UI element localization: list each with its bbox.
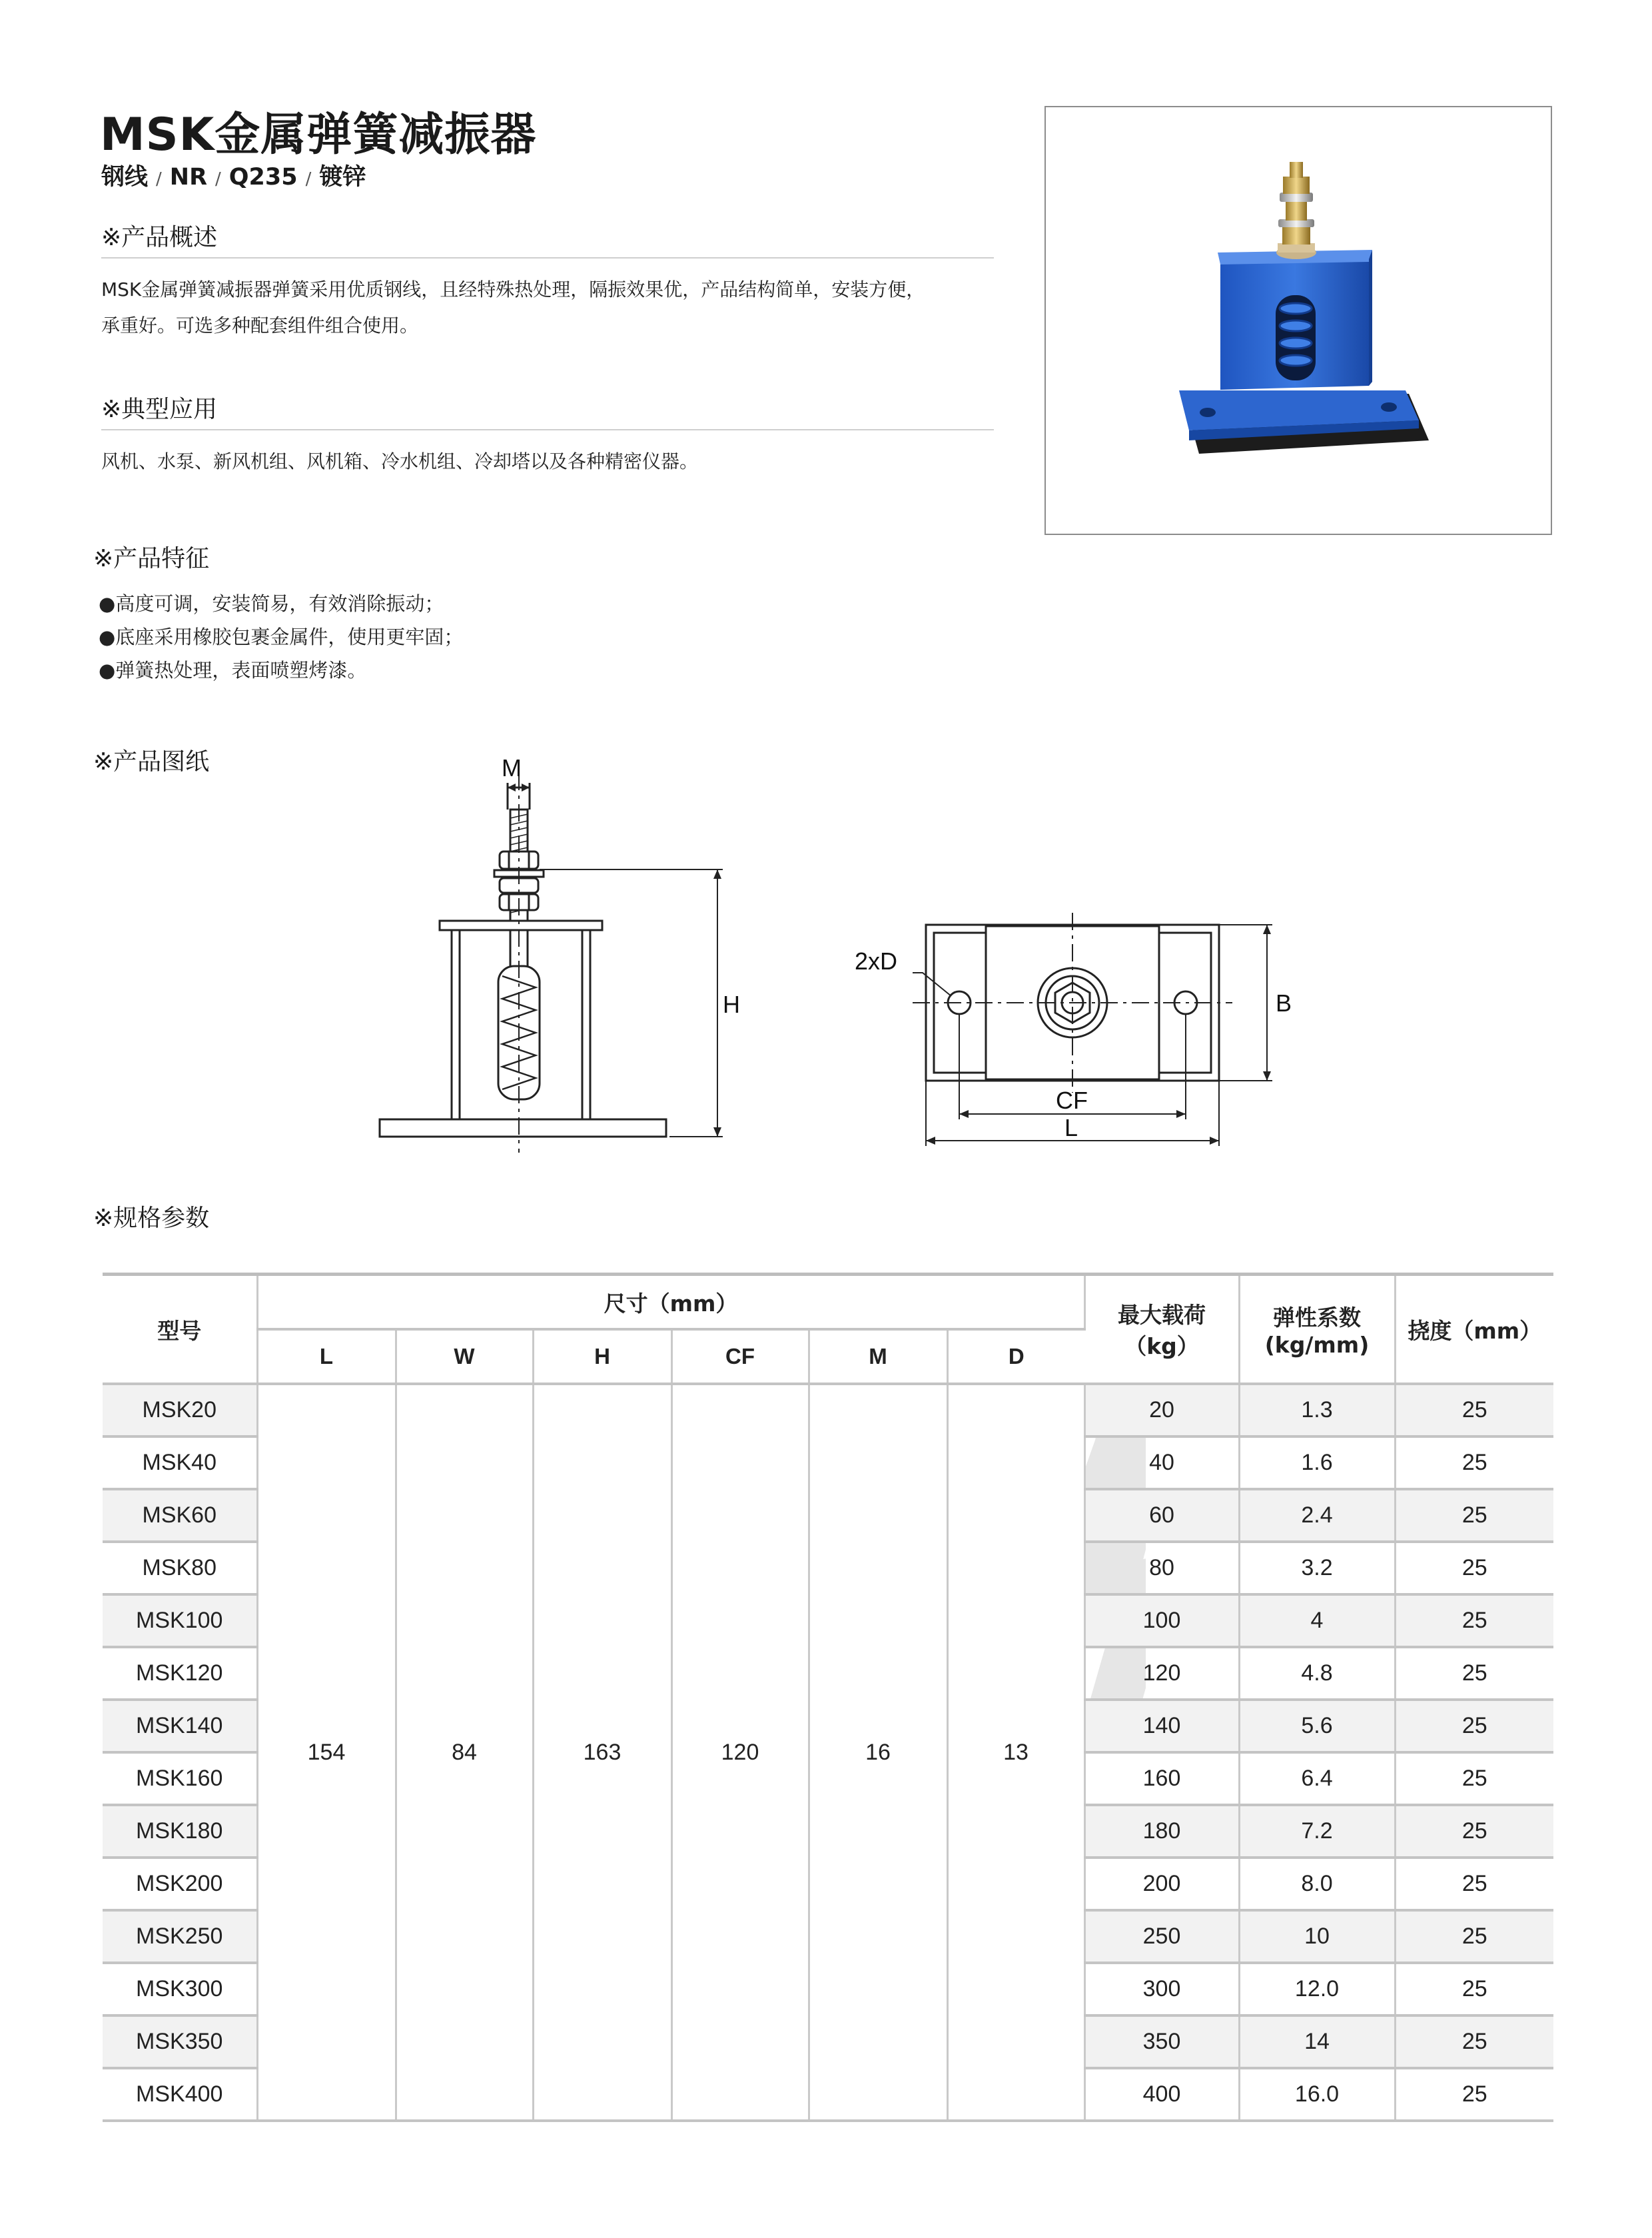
drawing-heading: ※产品图纸 (93, 748, 210, 776)
cell-max-load: 300 (1084, 1963, 1239, 2015)
header-dim-h: H (533, 1329, 671, 1384)
cell-deflection: 25 (1395, 1542, 1553, 1594)
product-photo-frame (1044, 106, 1552, 535)
cell-max-load: 350 (1084, 2015, 1239, 2068)
cell-dim-m: 16 (809, 1384, 947, 2121)
cell-deflection: 25 (1395, 1489, 1553, 1542)
cell-deflection: 25 (1395, 2015, 1553, 2068)
cell-max-load: 120 (1084, 1647, 1239, 1700)
top-view (913, 913, 1272, 1146)
cell-max-load: 200 (1084, 1858, 1239, 1910)
dim-label-h: H (723, 991, 740, 1018)
cell-dim-l: 154 (257, 1384, 396, 2121)
cell-dim-cf: 120 (671, 1384, 809, 2121)
cell-stiffness: 3.2 (1239, 1542, 1395, 1594)
header-dim-m: M (809, 1329, 947, 1384)
cell-max-load: 250 (1084, 1910, 1239, 1963)
cell-max-load: 100 (1084, 1594, 1239, 1647)
cell-deflection: 25 (1395, 1910, 1553, 1963)
front-view (380, 773, 723, 1153)
cell-max-load: 140 (1084, 1700, 1239, 1752)
cell-deflection: 25 (1395, 1594, 1553, 1647)
cell-max-load: 160 (1084, 1752, 1239, 1805)
cell-deflection: 25 (1395, 2068, 1553, 2121)
cell-max-load: 40 (1084, 1436, 1239, 1489)
cell-model: MSK200 (103, 1858, 257, 1910)
header-dim-l: L (257, 1329, 396, 1384)
cell-model: MSK20 (103, 1384, 257, 1436)
cell-dim-h: 163 (533, 1384, 671, 2121)
cell-dim-d: 13 (947, 1384, 1084, 2121)
cell-deflection: 25 (1395, 1805, 1553, 1858)
cell-model: MSK160 (103, 1752, 257, 1805)
material-tags (101, 159, 366, 192)
cell-max-load: 400 (1084, 2068, 1239, 2121)
header-dim-w: W (396, 1329, 533, 1384)
cell-stiffness: 7.2 (1239, 1805, 1395, 1858)
tag-nr: NR (169, 164, 208, 191)
cell-deflection: 25 (1395, 1436, 1553, 1489)
cell-model: MSK180 (103, 1805, 257, 1858)
bullet-icon: ● (99, 592, 116, 615)
cell-model: MSK140 (103, 1700, 257, 1752)
spec-table (103, 1273, 1553, 2122)
bullet-icon: ● (99, 626, 116, 648)
header-dimensions: 尺寸（mm） (257, 1275, 1084, 1330)
spec-heading: ※规格参数 (93, 1205, 210, 1232)
header-model: 型号 (103, 1275, 257, 1385)
cell-model: MSK400 (103, 2068, 257, 2121)
header-dim-cf: CF (671, 1329, 809, 1384)
cell-dim-w: 84 (396, 1384, 533, 2121)
cell-stiffness: 14 (1239, 2015, 1395, 2068)
table-row (103, 1384, 1553, 1436)
product-photo (1046, 107, 1551, 534)
cell-stiffness: 4.8 (1239, 1647, 1395, 1700)
dim-label-d: 2xD (855, 947, 898, 975)
dim-label-cf: CF (1056, 1087, 1088, 1114)
cell-stiffness: 6.4 (1239, 1752, 1395, 1805)
overview-divider (101, 257, 994, 259)
cell-stiffness: 2.4 (1239, 1489, 1395, 1542)
tag-q235: Q235 (228, 164, 298, 191)
cell-model: MSK300 (103, 1963, 257, 2015)
tag-separator: / (305, 169, 312, 189)
header-max-load: 最大载荷 （kg） (1084, 1275, 1239, 1385)
cell-stiffness: 1.3 (1239, 1384, 1395, 1436)
bullet-icon: ● (99, 659, 116, 682)
dim-label-m: M (502, 754, 522, 782)
tag-separator: / (156, 169, 162, 189)
overview-text-line: MSK金属弹簧减振器弹簧采用优质钢线，且经特殊热处理，隔振效果优，产品结构简单，安装方便， (101, 279, 925, 300)
application-text: 风机、水泵、新风机组、风机箱、冷水机组、冷却塔以及各种精密仪器。 (101, 450, 699, 472)
header-deflection: 挠度（mm） (1395, 1275, 1553, 1385)
cell-max-load: 20 (1084, 1384, 1239, 1436)
cell-deflection: 25 (1395, 1384, 1553, 1436)
tag-steel-wire: 钢线 (101, 164, 149, 191)
cell-model: MSK100 (103, 1594, 257, 1647)
cell-stiffness: 5.6 (1239, 1700, 1395, 1752)
cell-model: MSK120 (103, 1647, 257, 1700)
application-divider (101, 429, 994, 430)
cell-deflection: 25 (1395, 1752, 1553, 1805)
cell-stiffness: 4 (1239, 1594, 1395, 1647)
feature-item: ●底座采用橡胶包裹金属件，使用更牢固； (99, 626, 464, 648)
cell-deflection: 25 (1395, 1700, 1553, 1752)
cell-model: MSK40 (103, 1436, 257, 1489)
cell-max-load: 60 (1084, 1489, 1239, 1542)
features-heading: ※产品特征 (93, 545, 210, 572)
dim-label-b: B (1276, 989, 1292, 1017)
cell-stiffness: 10 (1239, 1910, 1395, 1963)
tag-galvanized: 镀锌 (319, 164, 366, 191)
header-stiffness: 弹性系数 (kg/mm) (1239, 1275, 1395, 1385)
cell-stiffness: 1.6 (1239, 1436, 1395, 1489)
application-heading: ※典型应用 (101, 396, 218, 423)
overview-text (101, 272, 1034, 344)
feature-item: ●高度可调，安装简易，有效消除振动； (99, 592, 444, 615)
tag-separator: / (215, 169, 221, 189)
cell-model: MSK60 (103, 1489, 257, 1542)
cell-max-load: 180 (1084, 1805, 1239, 1858)
header-dim-d: D (947, 1329, 1084, 1384)
cell-deflection: 25 (1395, 1858, 1553, 1910)
technical-drawing (360, 746, 1346, 1173)
dim-label-l: L (1064, 1114, 1078, 1141)
cell-model: MSK350 (103, 2015, 257, 2068)
cell-stiffness: 16.0 (1239, 2068, 1395, 2121)
cell-model: MSK80 (103, 1542, 257, 1594)
cell-stiffness: 12.0 (1239, 1963, 1395, 2015)
cell-deflection: 25 (1395, 1647, 1553, 1700)
overview-heading: ※产品概述 (101, 224, 218, 251)
cell-model: MSK250 (103, 1910, 257, 1963)
cell-stiffness: 8.0 (1239, 1858, 1395, 1910)
cell-deflection: 25 (1395, 1963, 1553, 2015)
overview-text-line: 承重好。可选多种配套组件组合使用。 (101, 314, 419, 336)
cell-max-load: 80 (1084, 1542, 1239, 1594)
feature-item: ●弹簧热处理，表面喷塑烤漆。 (99, 659, 367, 682)
page-title: MSK金属弹簧减振器 (100, 109, 537, 161)
